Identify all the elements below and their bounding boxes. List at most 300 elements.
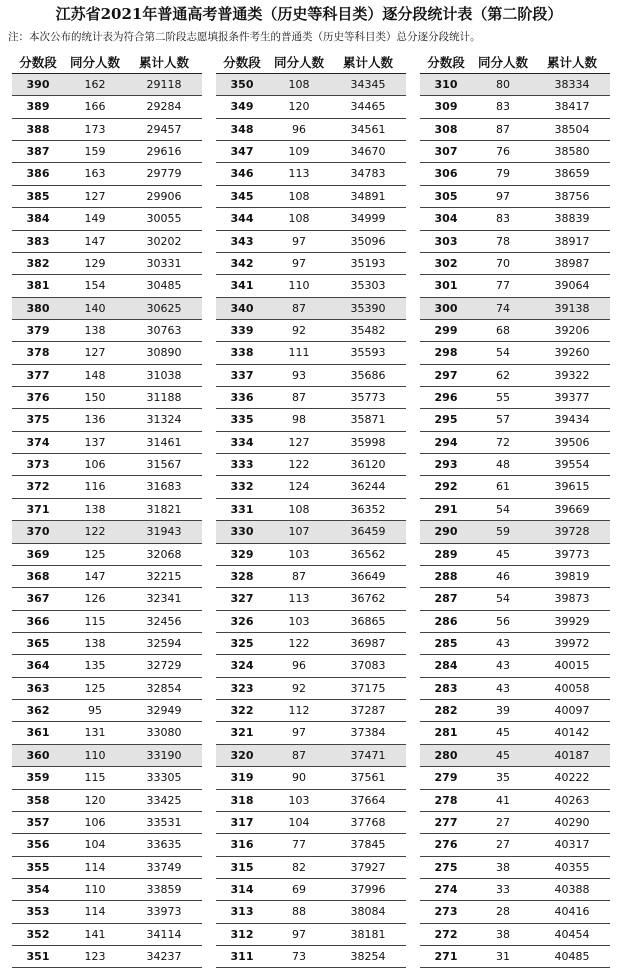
same-count-cell: 54 bbox=[496, 592, 510, 606]
table-row bbox=[12, 74, 202, 96]
table-row bbox=[12, 588, 202, 610]
cumulative-count-cell: 35390 bbox=[350, 301, 386, 315]
table-row bbox=[12, 342, 202, 364]
same-count-cell: 123 bbox=[84, 950, 106, 964]
table-row bbox=[12, 298, 202, 320]
same-count-cell: 88 bbox=[292, 905, 306, 919]
table-row bbox=[216, 454, 406, 476]
table-row bbox=[216, 745, 406, 767]
cumulative-count-cell: 40222 bbox=[554, 771, 590, 785]
same-count-cell: 27 bbox=[496, 838, 510, 852]
table-row bbox=[420, 231, 610, 253]
same-count-cell: 92 bbox=[292, 323, 306, 337]
score-cell: 326 bbox=[230, 614, 254, 628]
score-cell: 356 bbox=[26, 838, 50, 852]
same-count-cell: 110 bbox=[288, 279, 310, 293]
cumulative-count-cell: 31188 bbox=[146, 391, 182, 405]
table-row bbox=[12, 163, 202, 185]
score-cell: 299 bbox=[434, 323, 458, 337]
table-header bbox=[12, 53, 202, 74]
header-score: 分数段 bbox=[223, 55, 261, 70]
cumulative-count-cell: 37287 bbox=[350, 704, 386, 718]
cumulative-count-cell: 37561 bbox=[350, 771, 386, 785]
cumulative-count-cell: 39260 bbox=[554, 346, 590, 360]
same-count-cell: 96 bbox=[292, 659, 306, 673]
table-row bbox=[216, 119, 406, 141]
score-cell: 330 bbox=[230, 525, 254, 539]
cumulative-count-cell: 39554 bbox=[554, 458, 590, 472]
cumulative-count-cell: 29779 bbox=[146, 167, 182, 181]
table-row bbox=[12, 678, 202, 700]
same-count-cell: 69 bbox=[292, 882, 306, 896]
score-cell: 338 bbox=[230, 346, 254, 360]
cumulative-count-cell: 40142 bbox=[554, 726, 590, 740]
cumulative-count-cell: 35998 bbox=[350, 435, 386, 449]
cumulative-count-cell: 33531 bbox=[146, 815, 182, 829]
same-count-cell: 129 bbox=[84, 256, 106, 270]
score-cell: 360 bbox=[26, 748, 50, 762]
same-count-cell: 173 bbox=[84, 122, 106, 136]
table-row bbox=[420, 298, 610, 320]
cumulative-count-cell: 30625 bbox=[146, 301, 182, 315]
score-cell: 315 bbox=[230, 860, 254, 874]
same-count-cell: 96 bbox=[292, 122, 306, 136]
score-cell: 382 bbox=[26, 256, 50, 270]
same-count-cell: 87 bbox=[292, 748, 306, 762]
same-count-cell: 43 bbox=[496, 681, 510, 695]
table-row bbox=[420, 544, 610, 566]
table-row bbox=[12, 231, 202, 253]
score-cell: 323 bbox=[230, 681, 254, 695]
cumulative-count-cell: 40263 bbox=[554, 793, 590, 807]
table-row bbox=[12, 834, 202, 856]
score-cell: 316 bbox=[230, 838, 254, 852]
same-count-cell: 122 bbox=[84, 525, 106, 539]
score-cell: 357 bbox=[26, 815, 50, 829]
same-count-cell: 162 bbox=[84, 78, 106, 91]
same-count-cell: 109 bbox=[288, 145, 310, 159]
table-row bbox=[216, 767, 406, 789]
cumulative-count-cell: 37768 bbox=[350, 815, 386, 829]
table-row bbox=[12, 722, 202, 744]
same-count-cell: 108 bbox=[288, 212, 310, 226]
score-cell: 351 bbox=[26, 950, 50, 964]
cumulative-count-cell: 33973 bbox=[146, 905, 182, 919]
cumulative-count-cell: 38504 bbox=[554, 122, 590, 136]
score-cell: 274 bbox=[434, 882, 458, 896]
cumulative-count-cell: 32949 bbox=[146, 704, 182, 718]
score-cell: 298 bbox=[434, 346, 458, 360]
same-count-cell: 159 bbox=[84, 145, 106, 159]
cumulative-count-cell: 30202 bbox=[146, 234, 182, 248]
score-cell: 363 bbox=[26, 681, 50, 695]
same-count-cell: 163 bbox=[84, 167, 106, 181]
same-count-cell: 106 bbox=[84, 815, 106, 829]
cumulative-count-cell: 35773 bbox=[350, 391, 386, 405]
cumulative-count-cell: 36459 bbox=[350, 525, 386, 539]
table-row bbox=[216, 253, 406, 275]
cumulative-count-cell: 39615 bbox=[554, 480, 590, 494]
score-cell: 352 bbox=[26, 927, 50, 941]
table-row bbox=[420, 521, 610, 543]
same-count-cell: 141 bbox=[84, 927, 106, 941]
same-count-cell: 76 bbox=[496, 145, 510, 159]
score-cell: 328 bbox=[230, 569, 254, 583]
score-cell: 296 bbox=[434, 391, 458, 405]
cumulative-count-cell: 31038 bbox=[146, 368, 182, 382]
table-row bbox=[216, 700, 406, 722]
score-cell: 380 bbox=[26, 301, 50, 315]
same-count-cell: 104 bbox=[84, 838, 106, 852]
score-cell: 342 bbox=[230, 256, 254, 270]
table-row bbox=[216, 298, 406, 320]
table-row bbox=[12, 655, 202, 677]
cumulative-count-cell: 34561 bbox=[350, 122, 386, 136]
score-cell: 372 bbox=[26, 480, 50, 494]
cumulative-count-cell: 31683 bbox=[146, 480, 182, 494]
cumulative-count-cell: 36987 bbox=[350, 636, 386, 650]
table-row bbox=[420, 275, 610, 297]
same-count-cell: 106 bbox=[84, 458, 106, 472]
cumulative-count-cell: 38084 bbox=[350, 905, 386, 919]
same-count-cell: 147 bbox=[84, 234, 106, 248]
table-block-3 bbox=[420, 53, 610, 968]
score-cell: 355 bbox=[26, 860, 50, 874]
score-cell: 277 bbox=[434, 815, 458, 829]
cumulative-count-cell: 39873 bbox=[554, 592, 590, 606]
same-count-cell: 147 bbox=[84, 569, 106, 583]
score-cell: 364 bbox=[26, 659, 50, 673]
score-cell: 387 bbox=[26, 145, 50, 159]
score-cell: 292 bbox=[434, 480, 458, 494]
score-cell: 331 bbox=[230, 502, 254, 516]
same-count-cell: 38 bbox=[496, 927, 510, 941]
score-cell: 291 bbox=[434, 502, 458, 516]
same-count-cell: 166 bbox=[84, 100, 106, 114]
cumulative-count-cell: 39819 bbox=[554, 569, 590, 583]
score-cell: 346 bbox=[230, 167, 254, 181]
table-row bbox=[12, 96, 202, 118]
score-cell: 348 bbox=[230, 122, 254, 136]
table-row bbox=[420, 678, 610, 700]
table-row bbox=[420, 924, 610, 946]
table-row bbox=[420, 208, 610, 230]
cumulative-count-cell: 40454 bbox=[554, 927, 590, 941]
same-count-cell: 125 bbox=[84, 547, 106, 561]
same-count-cell: 59 bbox=[496, 525, 510, 539]
same-count-cell: 97 bbox=[496, 189, 510, 203]
cumulative-count-cell: 40416 bbox=[554, 905, 590, 919]
table-row bbox=[12, 745, 202, 767]
same-count-cell: 57 bbox=[496, 413, 510, 427]
same-count-cell: 80 bbox=[496, 78, 510, 91]
same-count-cell: 116 bbox=[84, 480, 106, 494]
same-count-cell: 45 bbox=[496, 726, 510, 740]
table-row bbox=[12, 387, 202, 409]
same-count-cell: 83 bbox=[496, 212, 510, 226]
score-cell: 278 bbox=[434, 793, 458, 807]
table-row bbox=[12, 767, 202, 789]
table-row bbox=[420, 745, 610, 767]
same-count-cell: 93 bbox=[292, 368, 306, 382]
same-count-cell: 87 bbox=[292, 301, 306, 315]
cumulative-count-cell: 37664 bbox=[350, 793, 386, 807]
cumulative-count-cell: 30485 bbox=[146, 279, 182, 293]
table-row bbox=[12, 611, 202, 633]
cumulative-count-cell: 35686 bbox=[350, 368, 386, 382]
cumulative-count-cell: 34345 bbox=[350, 78, 386, 91]
score-cell: 281 bbox=[434, 726, 458, 740]
same-count-cell: 79 bbox=[496, 167, 510, 181]
table-row bbox=[420, 857, 610, 879]
table-row bbox=[420, 655, 610, 677]
same-count-cell: 31 bbox=[496, 950, 510, 964]
table-row bbox=[216, 275, 406, 297]
cumulative-count-cell: 34237 bbox=[146, 950, 182, 964]
score-cell: 283 bbox=[434, 681, 458, 695]
cumulative-count-cell: 33080 bbox=[146, 726, 182, 740]
score-cell: 288 bbox=[434, 569, 458, 583]
cumulative-count-cell: 40058 bbox=[554, 681, 590, 695]
cumulative-count-cell: 39206 bbox=[554, 323, 590, 337]
table-row bbox=[216, 946, 406, 968]
table-row bbox=[216, 901, 406, 923]
cumulative-count-cell: 38987 bbox=[554, 256, 590, 270]
cumulative-count-cell: 30055 bbox=[146, 212, 182, 226]
same-count-cell: 95 bbox=[88, 704, 102, 718]
table-row bbox=[216, 320, 406, 342]
score-cell: 287 bbox=[434, 592, 458, 606]
table-row bbox=[216, 678, 406, 700]
same-count-cell: 127 bbox=[84, 189, 106, 203]
table-row bbox=[216, 879, 406, 901]
same-count-cell: 97 bbox=[292, 234, 306, 248]
score-cell: 369 bbox=[26, 547, 50, 561]
same-count-cell: 103 bbox=[288, 614, 310, 628]
table-row bbox=[420, 790, 610, 812]
same-count-cell: 97 bbox=[292, 927, 306, 941]
table-row bbox=[12, 901, 202, 923]
table-row bbox=[420, 320, 610, 342]
score-cell: 271 bbox=[434, 950, 458, 964]
same-count-cell: 72 bbox=[496, 435, 510, 449]
score-cell: 337 bbox=[230, 368, 254, 382]
score-cell: 284 bbox=[434, 659, 458, 673]
cumulative-count-cell: 39064 bbox=[554, 279, 590, 293]
table-row bbox=[420, 588, 610, 610]
table-row bbox=[216, 633, 406, 655]
cumulative-count-cell: 39773 bbox=[554, 547, 590, 561]
cumulative-count-cell: 35303 bbox=[350, 279, 386, 293]
score-cell: 294 bbox=[434, 435, 458, 449]
header-cumulative-count: 累计人数 bbox=[342, 55, 393, 70]
cumulative-count-cell: 39434 bbox=[554, 413, 590, 427]
score-cell: 370 bbox=[26, 525, 50, 539]
table-row bbox=[12, 790, 202, 812]
same-count-cell: 98 bbox=[292, 413, 306, 427]
cumulative-count-cell: 32594 bbox=[146, 636, 182, 650]
cumulative-count-cell: 40015 bbox=[554, 659, 590, 673]
score-cell: 285 bbox=[434, 636, 458, 650]
score-cell: 366 bbox=[26, 614, 50, 628]
score-cell: 290 bbox=[434, 525, 458, 539]
score-cell: 340 bbox=[230, 301, 254, 315]
cumulative-count-cell: 30763 bbox=[146, 323, 182, 337]
cumulative-count-cell: 30331 bbox=[146, 256, 182, 270]
score-cell: 280 bbox=[434, 748, 458, 762]
same-count-cell: 149 bbox=[84, 212, 106, 226]
score-cell: 347 bbox=[230, 145, 254, 159]
same-count-cell: 136 bbox=[84, 413, 106, 427]
same-count-cell: 39 bbox=[496, 704, 510, 718]
table-header bbox=[216, 53, 406, 74]
score-cell: 293 bbox=[434, 458, 458, 472]
score-cell: 310 bbox=[434, 78, 458, 91]
same-count-cell: 103 bbox=[288, 547, 310, 561]
cumulative-count-cell: 31324 bbox=[146, 413, 182, 427]
table-row bbox=[420, 499, 610, 521]
same-count-cell: 127 bbox=[84, 346, 106, 360]
table-row bbox=[12, 633, 202, 655]
cumulative-count-cell: 32215 bbox=[146, 569, 182, 583]
cumulative-count-cell: 36562 bbox=[350, 547, 386, 561]
table-row bbox=[216, 141, 406, 163]
table-row bbox=[216, 521, 406, 543]
page-title: 江苏省2021年普通高考普通类（历史等科目类）逐分段统计表（第二阶段） bbox=[55, 5, 563, 23]
same-count-cell: 33 bbox=[496, 882, 510, 896]
cumulative-count-cell: 36120 bbox=[350, 458, 386, 472]
cumulative-count-cell: 31943 bbox=[146, 525, 182, 539]
score-cell: 319 bbox=[230, 771, 254, 785]
same-count-cell: 112 bbox=[288, 704, 310, 718]
cumulative-count-cell: 36865 bbox=[350, 614, 386, 628]
table-row bbox=[420, 767, 610, 789]
cumulative-count-cell: 33635 bbox=[146, 838, 182, 852]
table-row bbox=[12, 275, 202, 297]
same-count-cell: 78 bbox=[496, 234, 510, 248]
score-cell: 289 bbox=[434, 547, 458, 561]
table-row bbox=[12, 499, 202, 521]
score-cell: 307 bbox=[434, 145, 458, 159]
table-row bbox=[216, 857, 406, 879]
cumulative-count-cell: 34465 bbox=[350, 100, 386, 114]
score-cell: 286 bbox=[434, 614, 458, 628]
same-count-cell: 122 bbox=[288, 458, 310, 472]
same-count-cell: 140 bbox=[84, 301, 106, 315]
score-cell: 300 bbox=[434, 301, 458, 315]
same-count-cell: 46 bbox=[496, 569, 510, 583]
cumulative-count-cell: 32341 bbox=[146, 592, 182, 606]
same-count-cell: 54 bbox=[496, 346, 510, 360]
score-cell: 389 bbox=[26, 100, 50, 114]
header-cumulative-count: 累计人数 bbox=[546, 55, 597, 70]
score-cell: 381 bbox=[26, 279, 50, 293]
table-row bbox=[216, 476, 406, 498]
table-row bbox=[420, 186, 610, 208]
table-row bbox=[216, 499, 406, 521]
cumulative-count-cell: 39377 bbox=[554, 391, 590, 405]
table-row bbox=[216, 231, 406, 253]
same-count-cell: 138 bbox=[84, 323, 106, 337]
score-cell: 341 bbox=[230, 279, 254, 293]
score-cell: 377 bbox=[26, 368, 50, 382]
same-count-cell: 90 bbox=[292, 771, 306, 785]
score-cell: 295 bbox=[434, 413, 458, 427]
score-cell: 339 bbox=[230, 323, 254, 337]
cumulative-count-cell: 37927 bbox=[350, 860, 386, 874]
table-row bbox=[420, 700, 610, 722]
table-row bbox=[216, 96, 406, 118]
cumulative-count-cell: 29616 bbox=[146, 145, 182, 159]
cumulative-count-cell: 33305 bbox=[146, 771, 182, 785]
cumulative-count-cell: 33859 bbox=[146, 882, 182, 896]
score-cell: 359 bbox=[26, 771, 50, 785]
table-row bbox=[420, 432, 610, 454]
same-count-cell: 148 bbox=[84, 368, 106, 382]
same-count-cell: 108 bbox=[288, 189, 310, 203]
same-count-cell: 83 bbox=[496, 100, 510, 114]
cumulative-count-cell: 37384 bbox=[350, 726, 386, 740]
cumulative-count-cell: 29118 bbox=[146, 78, 182, 91]
cumulative-count-cell: 39669 bbox=[554, 502, 590, 516]
score-cell: 327 bbox=[230, 592, 254, 606]
table-row bbox=[420, 119, 610, 141]
same-count-cell: 28 bbox=[496, 905, 510, 919]
table-row bbox=[420, 163, 610, 185]
cumulative-count-cell: 38756 bbox=[554, 189, 590, 203]
table-row bbox=[420, 409, 610, 431]
score-cell: 279 bbox=[434, 771, 458, 785]
table-note: 注：本次公布的统计表为符合第二阶段志愿填报条件考生的普通类（历史等科目类）总分逐分段统计。 bbox=[8, 31, 481, 43]
score-cell: 308 bbox=[434, 122, 458, 136]
cumulative-count-cell: 33749 bbox=[146, 860, 182, 874]
score-cell: 314 bbox=[230, 882, 254, 896]
cumulative-count-cell: 32456 bbox=[146, 614, 182, 628]
table-row bbox=[12, 544, 202, 566]
score-cell: 313 bbox=[230, 905, 254, 919]
cumulative-count-cell: 34999 bbox=[350, 212, 386, 226]
table-row bbox=[216, 611, 406, 633]
table-row bbox=[420, 253, 610, 275]
same-count-cell: 138 bbox=[84, 636, 106, 650]
score-cell: 368 bbox=[26, 569, 50, 583]
score-cell: 343 bbox=[230, 234, 254, 248]
score-cell: 324 bbox=[230, 659, 254, 673]
score-cell: 383 bbox=[26, 234, 50, 248]
table-row bbox=[12, 946, 202, 968]
same-count-cell: 45 bbox=[496, 547, 510, 561]
table-block-2 bbox=[216, 53, 406, 968]
table-row bbox=[420, 611, 610, 633]
same-count-cell: 115 bbox=[84, 614, 106, 628]
table-row bbox=[216, 566, 406, 588]
same-count-cell: 92 bbox=[292, 681, 306, 695]
table-row bbox=[216, 186, 406, 208]
score-cell: 309 bbox=[434, 100, 458, 114]
same-count-cell: 110 bbox=[84, 748, 106, 762]
table-row bbox=[420, 141, 610, 163]
score-cell: 378 bbox=[26, 346, 50, 360]
cumulative-count-cell: 36352 bbox=[350, 502, 386, 516]
same-count-cell: 122 bbox=[288, 636, 310, 650]
same-count-cell: 54 bbox=[496, 502, 510, 516]
cumulative-count-cell: 39138 bbox=[554, 301, 590, 315]
score-cell: 385 bbox=[26, 189, 50, 203]
table-row bbox=[12, 320, 202, 342]
same-count-cell: 27 bbox=[496, 815, 510, 829]
cumulative-count-cell: 29284 bbox=[146, 100, 182, 114]
same-count-cell: 87 bbox=[292, 391, 306, 405]
